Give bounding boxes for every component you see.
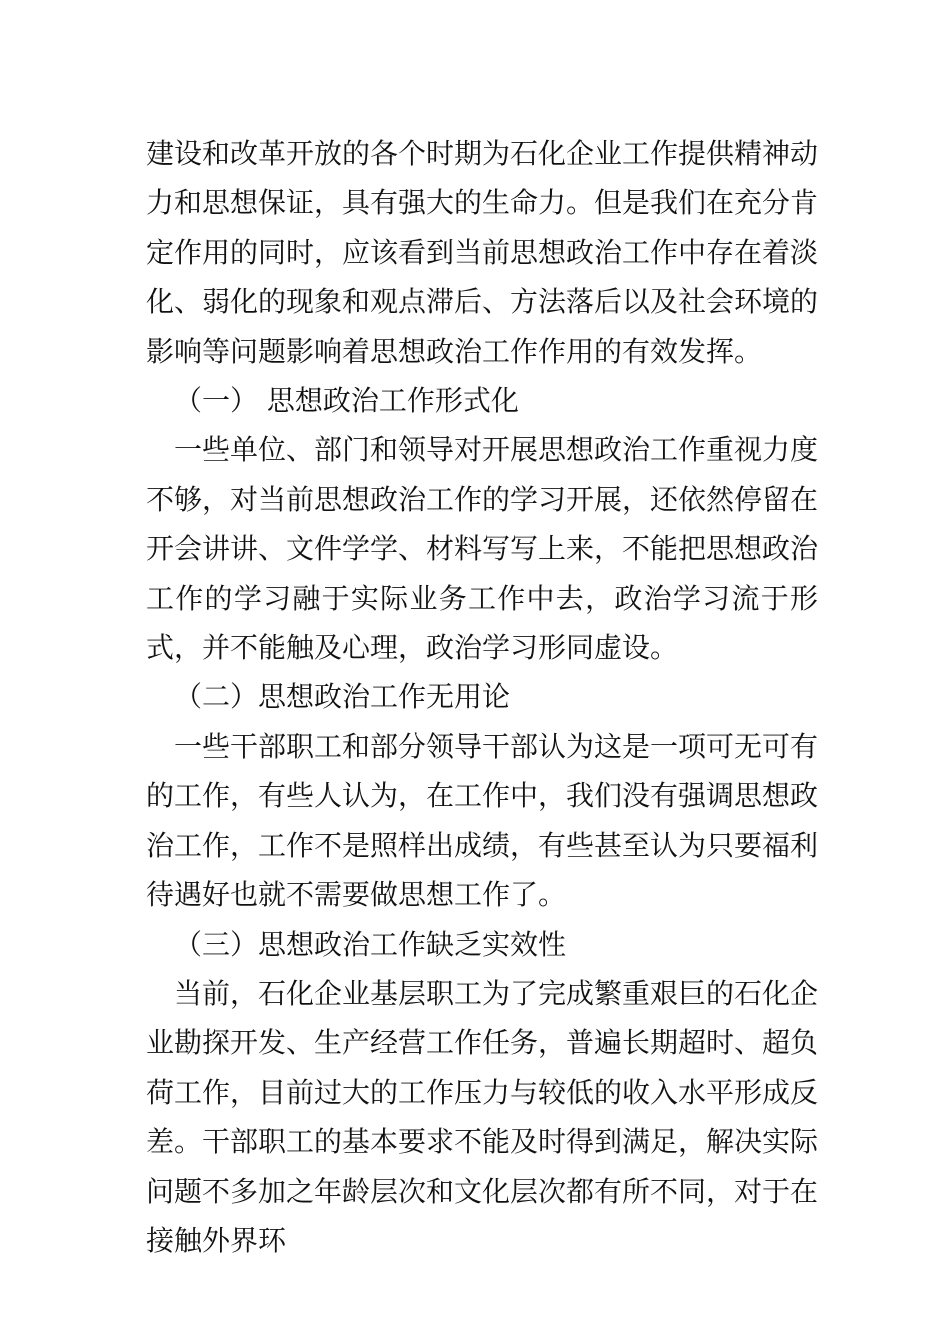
section-heading-3: （三）思想政治工作缺乏实效性 [174,927,567,961]
document-body [146,129,818,1265]
paragraph-section-2: 一些干部职工和部分领导干部认为这是一项可无可有的工作，有些人认为，在工作中，我们没有强调思想政治工作，工作不是照样出成绩，有些甚至认为只要福利待遇好也就不需要做思想工作了。 [146,729,819,912]
paragraph-intro: 建设和改革开放的各个时期为石化企业工作提供精神动力和思想保证，具有强大的生命力。但是我们在充分肯定作用的同时，应该看到当前思想政治工作中存在着淡化、弱化的现象和观点滞后、方法落后以及社会环境的影响等问题影响着思想政治工作作用的有效发挥。 [146,137,819,368]
paragraph-section-1: 一些单位、部门和领导对开展思想政治工作重视力度不够，对当前思想政治工作的学习开展，还依然停留在开会讲讲、文件学学、材料写写上来，不能把思想政治工作的学习融于实际业务工作中去，政治学习流于形式，并不能触及心理，政治学习形同虚设。 [146,433,819,665]
section-heading-1: （一） 思想政治工作形式化 [174,384,519,418]
section-heading-2: （二）思想政治工作无用论 [174,680,511,714]
paragraph-section-3: 当前，石化企业基层职工为了完成繁重艰巨的石化企业勘探开发、生产经营工作任务，普遍长期超时、超负荷工作，目前过大的工作压力与较低的收入水平形成反差。干部职工的基本要求不能及时得到满足，解决实际问题不多加之年龄层次和文化层次都有所不同，对于在接触外界环 [146,976,819,1257]
